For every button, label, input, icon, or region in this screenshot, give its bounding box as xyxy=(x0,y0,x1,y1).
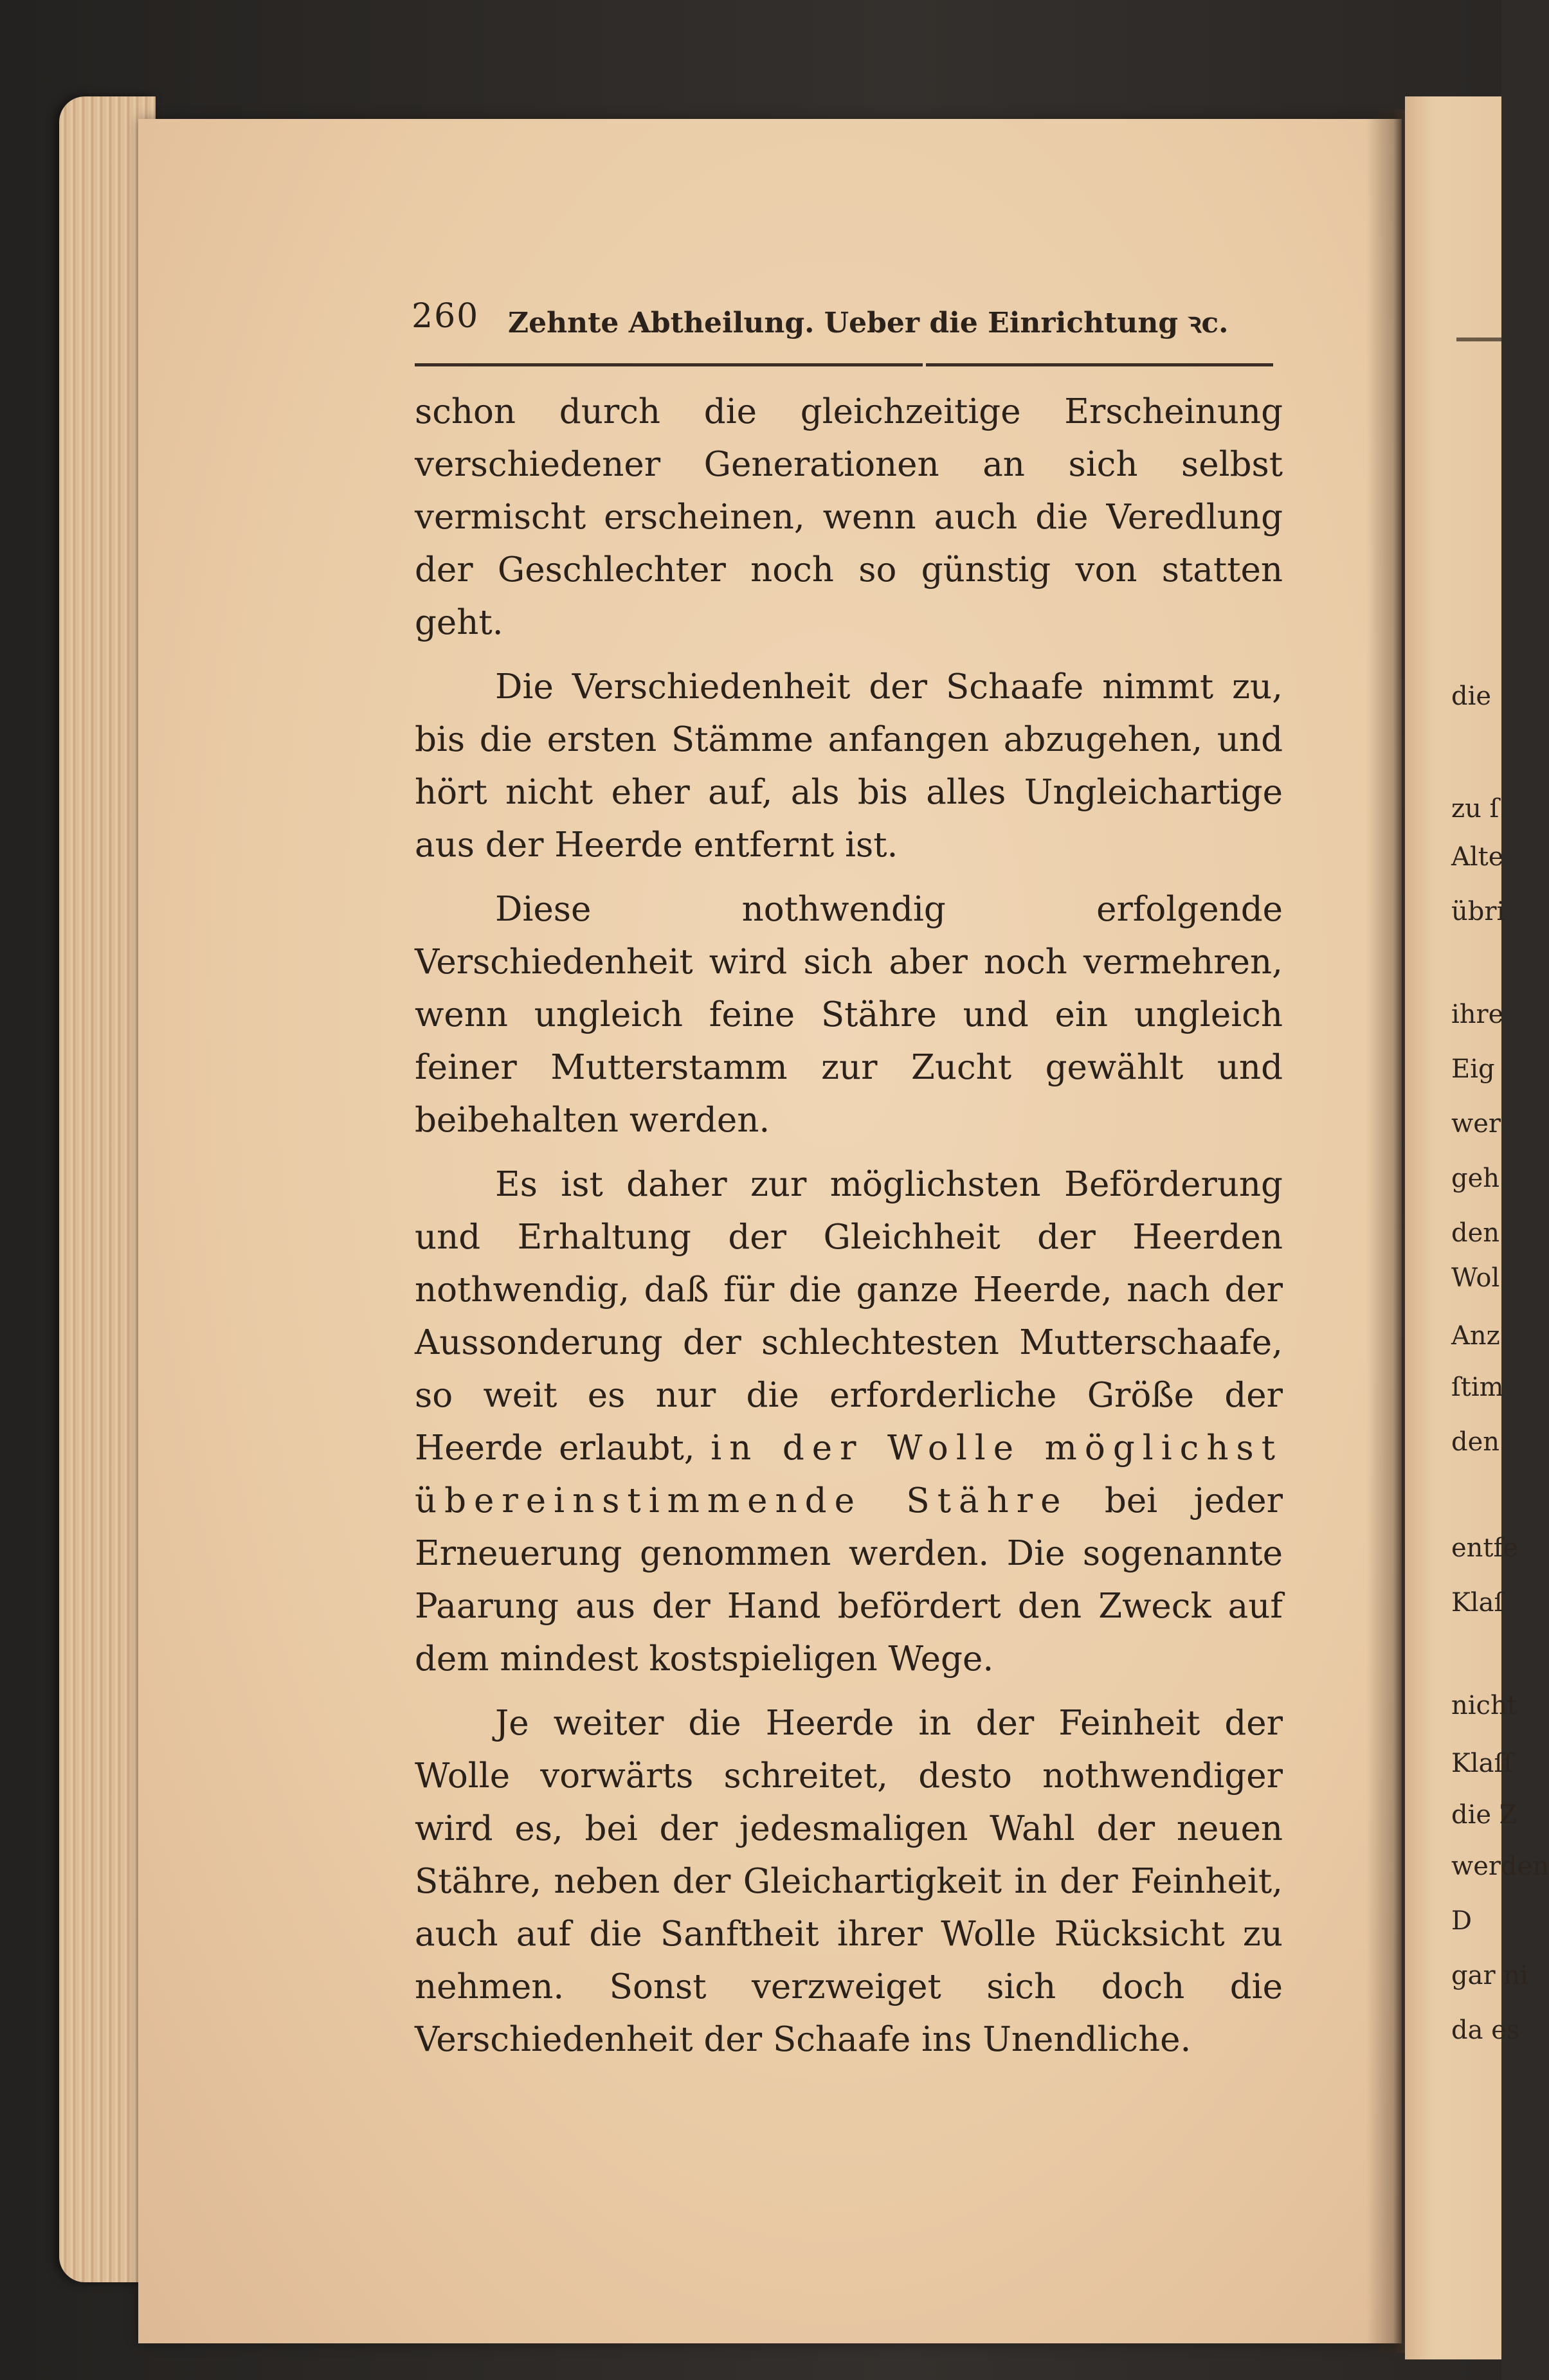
header-rule-right xyxy=(926,363,1273,366)
facing-page-fragment: geh xyxy=(1451,1164,1500,1193)
facing-page-fragment: den xyxy=(1451,1427,1500,1457)
facing-page-fragment: Alte xyxy=(1451,842,1504,872)
facing-page-rule xyxy=(1456,338,1501,341)
emphasized-text: in der Wolle möglichst übereinstimmende Stähre xyxy=(415,1429,1283,1520)
paragraph-text: Es ist daher zur möglichsten Beförderung und Erhaltung der Gleichheit der Heerden nothwendig, daß für die ganze Heerde, nach der Aussonderung der schlechtesten Mutterschaafe, so weit es nur die erforderliche Größe der Heerde erlaubt, xyxy=(415,1165,1283,1468)
facing-page-fragment: die xyxy=(1451,681,1492,711)
facing-page-fragment: ihre xyxy=(1451,1000,1504,1029)
header-rule-left xyxy=(415,363,923,366)
facing-page-fragment: übri xyxy=(1451,897,1505,926)
facing-page-fragment: wer xyxy=(1451,1109,1501,1139)
facing-page-fragment: da es xyxy=(1451,2015,1520,2045)
paragraph: schon durch die gleichzeitige Erscheinung verschiedener Generationen an sich selbst vermischt erscheinen, wenn auch die Veredlung der Geschlechter noch so günstig von statten geht. xyxy=(415,392,1283,642)
body-text xyxy=(415,386,1283,2078)
running-head: Zehnte Abtheilung. Ueber die Einrichtung ꝛc. xyxy=(508,307,1229,339)
page-number: 260 xyxy=(412,297,480,336)
facing-page-fragment: gar ni xyxy=(1451,1961,1528,1990)
facing-page-fragment: Eig xyxy=(1451,1054,1495,1084)
facing-page-fragment: den xyxy=(1451,1218,1500,1248)
page-header xyxy=(412,297,1286,342)
paragraph xyxy=(415,1158,1283,1686)
facing-page-fragment: ſtim xyxy=(1451,1373,1504,1402)
facing-page-fragment: Klaſ xyxy=(1451,1588,1504,1618)
facing-page-fragment: Klaſſ xyxy=(1451,1749,1514,1778)
paragraph: Die Verschiedenheit der Schaafe nimmt zu, bis die ersten Stämme anfangen abzugehen, und hört nicht eher auf, als bis alles Ungleichartige aus der Heerde entfernt ist. xyxy=(415,667,1283,865)
facing-page-fragment: D xyxy=(1451,1906,1472,1936)
facing-page-fragment: nicht xyxy=(1451,1691,1517,1720)
facing-page-fragment: Anz xyxy=(1451,1321,1500,1351)
facing-page-fragment: entfe xyxy=(1451,1533,1518,1563)
paragraph-text: bei jeder Erneuerung genommen werden. Die sogenannte Paarung aus der Hand befördert den Zweck auf dem mindest kostspieligen Wege. xyxy=(415,1481,1283,1679)
facing-page xyxy=(1405,96,1549,2359)
facing-page-fragment: Wol xyxy=(1451,1263,1500,1293)
facing-page-fragment: zu ſ xyxy=(1451,794,1499,824)
book-gutter xyxy=(1366,109,1405,2353)
paragraph: Diese nothwendig erfolgende Verschiedenheit wird sich aber noch vermehren, wenn ungleich feine Stähre und ein ungleich feiner Mutterstamm zur Zucht gewählt und beibehalten werden. xyxy=(415,890,1283,1140)
paragraph: Je weiter die Heerde in der Feinheit der Wolle vorwärts schreitet, desto nothwendiger wird es, bei der jedesmaligen Wahl der neuen Stähre, neben der Gleichartigkeit in der Feinheit, auch auf die Sanftheit ihrer Wolle Rücksicht zu nehmen. Sonst verzweiget sich doch die Verschiedenheit der Schaafe ins Unendliche. xyxy=(415,1704,1283,2059)
facing-page-fragment: die Z xyxy=(1451,1800,1517,1830)
facing-page-fragment: werden xyxy=(1451,1852,1549,1881)
